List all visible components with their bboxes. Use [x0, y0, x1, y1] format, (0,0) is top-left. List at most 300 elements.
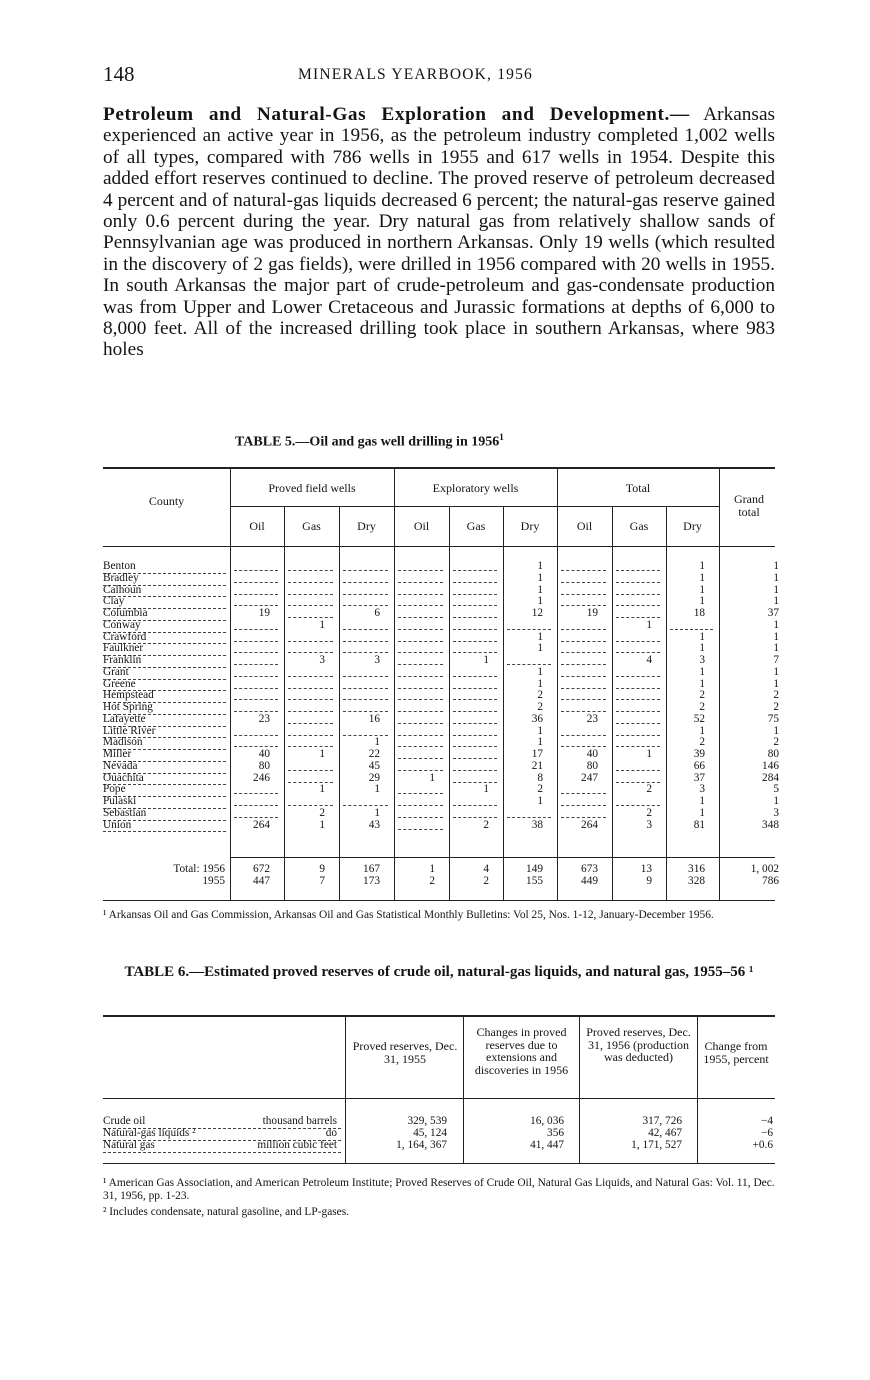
table6-cell: 356	[547, 1127, 564, 1139]
table-row-county: Nevada	[103, 761, 226, 774]
table-cell	[288, 737, 333, 747]
table-cell: 7	[773, 654, 779, 666]
table6-cell: 1, 164, 367	[396, 1139, 447, 1151]
table-cell: 66	[693, 759, 705, 772]
table-cell: 1	[537, 724, 543, 737]
table-cell: 3	[374, 654, 380, 666]
table-cell	[398, 808, 443, 818]
table6-cell: −4	[760, 1115, 773, 1127]
table-cell: 36	[531, 712, 543, 725]
table-cell: 1	[699, 571, 705, 584]
table-cell: 43	[368, 818, 380, 831]
table-cell	[453, 643, 497, 653]
table-cell	[453, 737, 497, 747]
table-cell	[561, 726, 606, 736]
table-cell	[234, 796, 278, 806]
table-cell	[234, 655, 278, 665]
row-commodity: Crude oil	[103, 1115, 146, 1127]
table-cell: 17	[531, 748, 543, 760]
table-cell	[398, 655, 443, 665]
table-cell: 21	[531, 759, 543, 772]
table-cell: 2	[537, 783, 543, 796]
table-row-county: Benton	[103, 561, 226, 574]
table6-cell: 329, 539	[407, 1115, 447, 1127]
table-cell	[288, 573, 333, 583]
table6-row-label	[103, 1140, 341, 1153]
table-cell	[561, 561, 606, 571]
table-cell	[561, 702, 606, 712]
subhead-dry: Dry	[357, 519, 376, 533]
subhead-oil: Oil	[576, 519, 593, 533]
table-cell	[343, 726, 388, 736]
total-cell: 7	[319, 875, 325, 887]
table-cell	[398, 714, 443, 724]
table-cell	[561, 585, 606, 595]
table-row-county: Hempstead	[103, 690, 226, 703]
subhead-gas: Gas	[302, 519, 321, 533]
table-cell: 1	[773, 795, 779, 807]
table-row-county: Conway	[103, 620, 226, 633]
table-cell: 1	[537, 677, 543, 690]
table-cell: 1	[773, 618, 779, 631]
table-row-county: Greene	[103, 679, 226, 692]
table-cell	[234, 702, 278, 712]
table-cell	[561, 620, 606, 630]
table-cell	[561, 737, 606, 747]
total-cell: 2	[483, 875, 489, 887]
table-cell	[343, 632, 388, 642]
table-row-county: Madison	[103, 737, 226, 750]
table-cell: 1	[537, 665, 543, 678]
table-cell: 1	[537, 583, 543, 596]
subhead-dry: Dry	[520, 519, 540, 533]
table-cell	[507, 620, 551, 630]
table-cell	[398, 784, 443, 794]
table-row-county: Miller	[103, 749, 226, 762]
table-cell	[288, 714, 333, 724]
table-cell: 52	[693, 712, 705, 725]
table-cell	[616, 714, 660, 724]
row-unit: thousand barrels	[262, 1115, 337, 1127]
table-cell	[453, 573, 497, 583]
table-cell: 1	[374, 783, 380, 796]
table6-title: TABLE 6.—Estimated proved reserves of crude oil, natural-gas liquids, and natural gas, 1955–56 ¹	[124, 964, 754, 980]
table-cell	[616, 702, 660, 712]
page-number: 148	[103, 62, 135, 86]
table-cell	[616, 596, 660, 606]
table-cell: 23	[586, 712, 598, 725]
table-cell: 2	[773, 701, 779, 713]
table-cell: 1	[773, 630, 779, 643]
col-group-exploratory: Exploratory wells	[432, 481, 519, 495]
table-cell: 1	[319, 618, 325, 631]
table-cell: 1	[699, 583, 705, 596]
col-grand-total: Grand total	[734, 492, 764, 519]
table-cell: 1	[699, 795, 705, 807]
table-cell	[234, 690, 278, 700]
table-cell	[453, 667, 497, 677]
subhead-oil: Oil	[249, 519, 265, 533]
table-cell: 75	[767, 712, 779, 725]
table-cell	[288, 632, 333, 642]
table6-cell: 42, 467	[648, 1127, 682, 1139]
table-cell: 1	[537, 560, 543, 572]
table5-title: TABLE 5.—Oil and gas well drilling in 1956$^1$	[235, 432, 504, 450]
table-cell: 2	[319, 806, 325, 819]
table6-cell: 45, 124	[413, 1127, 447, 1139]
table-cell: 12	[531, 607, 543, 619]
table-cell: 23	[258, 712, 270, 725]
table6-footnote: ² Includes condensate, natural gasoline, and LP-gases.	[103, 1206, 350, 1218]
total-row-label: 1955	[202, 875, 225, 887]
table-cell: 3	[699, 783, 705, 796]
table-cell	[453, 596, 497, 606]
table-cell: 38	[531, 818, 543, 831]
table-row-county: Pulaski	[103, 796, 226, 809]
table-cell	[288, 585, 333, 595]
table-cell: 40	[586, 748, 598, 760]
table-cell	[561, 796, 606, 806]
total-cell: 9	[646, 875, 652, 887]
table-cell	[288, 596, 333, 606]
table-cell: 19	[258, 607, 270, 619]
table-cell: 1	[537, 595, 543, 608]
table-cell: 1	[773, 583, 779, 596]
table-cell: 1	[374, 736, 380, 749]
row-commodity: Natural gas	[103, 1139, 155, 1151]
table-cell	[288, 679, 333, 689]
table-cell	[561, 784, 606, 794]
total-cell: 786	[762, 875, 779, 887]
table-row-county: Ouachita	[103, 773, 226, 786]
table-row-county: Pope	[103, 784, 226, 797]
table-cell	[616, 690, 660, 700]
table-cell	[343, 561, 388, 571]
table-cell: 3	[699, 654, 705, 666]
table-cell: 8	[537, 771, 543, 784]
table-cell: 146	[762, 759, 779, 772]
table-cell	[398, 761, 443, 771]
table-cell: 2	[773, 736, 779, 749]
table-cell: 1	[773, 595, 779, 608]
table-cell	[453, 796, 497, 806]
table-cell	[398, 667, 443, 677]
table-cell	[234, 632, 278, 642]
table-row-county: Franklin	[103, 655, 226, 668]
table-cell	[288, 773, 333, 783]
table-cell	[234, 726, 278, 736]
col-group-proved: Proved field wells	[268, 481, 356, 495]
table-cell: 39	[693, 748, 705, 760]
table-cell: 37	[693, 771, 705, 784]
table-cell	[398, 702, 443, 712]
subhead-dry: Dry	[683, 519, 702, 533]
table-cell	[398, 726, 443, 736]
table-cell: 2	[483, 818, 489, 831]
table-cell: 1	[319, 783, 325, 796]
table-cell	[398, 679, 443, 689]
total-cell: 316	[688, 863, 705, 875]
body-paragraph	[103, 104, 775, 361]
table-cell	[343, 679, 388, 689]
table-row-county: Faulkner	[103, 643, 226, 656]
table-cell	[288, 726, 333, 736]
table-cell	[234, 620, 278, 630]
table-cell	[234, 573, 278, 583]
table-cell	[398, 608, 443, 618]
table-cell	[234, 784, 278, 794]
table-cell	[561, 667, 606, 677]
total-cell: 672	[253, 863, 270, 875]
total-cell: 13	[640, 863, 652, 875]
table-cell	[507, 655, 551, 665]
table-cell	[288, 561, 333, 571]
table-cell	[398, 737, 443, 747]
table-row-county: Crawford	[103, 632, 226, 645]
total-cell: 2	[429, 875, 435, 887]
table-cell: 22	[368, 748, 380, 760]
table-cell: 1	[773, 560, 779, 572]
table-cell: 2	[699, 736, 705, 749]
table-cell	[398, 585, 443, 595]
table-cell: 264	[253, 818, 270, 831]
col-group-total: Total	[625, 481, 651, 495]
table-cell: 1	[699, 595, 705, 608]
table-cell	[561, 573, 606, 583]
table-row-county: Clay	[103, 596, 226, 609]
table-cell	[616, 585, 660, 595]
table-cell: 81	[693, 818, 705, 831]
table-cell: 18	[693, 607, 705, 619]
table-cell: 1	[699, 630, 705, 643]
table-cell	[234, 808, 278, 818]
total-cell: 167	[363, 863, 380, 875]
table-cell: 1	[699, 665, 705, 678]
total-cell: 328	[688, 875, 705, 887]
table-cell	[453, 679, 497, 689]
row-commodity: Natural-gas liquids ²	[103, 1127, 196, 1139]
body-text: Arkansas experienced an active year in 1956, as the petroleum industry completed 1,002 wells of all types, compared with 786 wells in 1955 and 617 wells in 1954. Despite this added effort reserves continued to decline. The proved reserve of petroleum decreased 4 percent and of natural-gas liquids decreased 6 percent; the natural-gas reserve gained only 0.6 percent during the year. Dry natural gas from relatively shallow sands of Pennsylvanian age was produced in northern Arkansas. Only 19 wells (which resulted in the discovery of 2 gas fields), were drilled in 1956 compared with 20 wells in 1955. In south Arkansas the major part of crude-petroleum and gas-condensate production was from Upper and Lower Cretaceous and Jurassic formations at depths of 6,000 to 8,000 feet. All of the increased drilling took place in southern Arkansas, where 983 holes	[103, 104, 775, 361]
table-cell	[616, 737, 660, 747]
total-cell: 1	[429, 863, 435, 875]
table-cell: 3	[646, 818, 652, 831]
table-cell	[398, 632, 443, 642]
table-cell	[616, 632, 660, 642]
total-cell: 9	[319, 863, 325, 875]
table6-cell: 1, 171, 527	[631, 1139, 682, 1151]
table6-cell: −6	[760, 1127, 773, 1139]
table-cell	[561, 596, 606, 606]
table-cell	[561, 643, 606, 653]
table-cell	[453, 620, 497, 630]
table-cell	[234, 679, 278, 689]
table-cell	[616, 608, 660, 618]
table6-cell: +0.6	[752, 1139, 773, 1151]
table-cell	[343, 620, 388, 630]
table-cell	[343, 667, 388, 677]
table-cell: 1	[699, 560, 705, 572]
total-cell: 447	[253, 875, 270, 887]
table-cell	[453, 690, 497, 700]
table-cell	[453, 585, 497, 595]
table-cell: 1	[699, 642, 705, 655]
table-row-county: Union	[103, 820, 226, 833]
table-cell	[398, 820, 443, 830]
table-cell	[616, 726, 660, 736]
table6-col-header: Change from 1955, percent	[703, 1039, 769, 1066]
table-cell	[561, 679, 606, 689]
table-cell: 1	[429, 771, 435, 784]
table-cell	[288, 761, 333, 771]
table-cell: 1	[483, 783, 489, 796]
table-cell: 3	[319, 654, 325, 666]
table-cell: 2	[699, 689, 705, 702]
table-cell	[453, 702, 497, 712]
row-unit: million cubic feet	[257, 1139, 337, 1151]
table-cell: 1	[537, 630, 543, 643]
table-cell: 1	[773, 677, 779, 690]
section-heading: Petroleum and Natural-Gas Exploration and Development.—	[103, 104, 690, 125]
table6-col-header: Proved reserves, Dec. 31, 1955	[352, 1039, 458, 1066]
table-cell	[453, 561, 497, 571]
row-unit: do	[325, 1127, 337, 1139]
table-cell	[398, 620, 443, 630]
table-cell: 29	[368, 771, 380, 784]
table-cell: 246	[253, 771, 270, 784]
table-cell	[288, 702, 333, 712]
table-cell	[453, 761, 497, 771]
table-cell	[453, 632, 497, 642]
table-cell: 1	[319, 748, 325, 760]
table-cell: 80	[258, 759, 270, 772]
table-cell	[453, 714, 497, 724]
table-row-county: Hot Spring	[103, 702, 226, 715]
subhead-oil: Oil	[413, 519, 430, 533]
table-cell: 16	[368, 712, 380, 725]
table-cell	[453, 749, 497, 759]
table-cell	[398, 596, 443, 606]
table-cell: 40	[258, 748, 270, 760]
table-cell	[234, 667, 278, 677]
table-cell: 1	[374, 806, 380, 819]
table-row-county: Little River	[103, 726, 226, 739]
table-cell	[234, 585, 278, 595]
table-cell	[453, 808, 497, 818]
table-cell	[561, 690, 606, 700]
table-cell	[616, 561, 660, 571]
subhead-gas: Gas	[466, 519, 486, 533]
table-cell	[234, 737, 278, 747]
table-cell	[561, 632, 606, 642]
table-cell	[398, 796, 443, 806]
table-cell: 80	[767, 748, 779, 760]
table-cell: 1	[646, 618, 652, 631]
table-cell	[343, 690, 388, 700]
table-cell	[343, 585, 388, 595]
table-cell: 1	[773, 642, 779, 655]
table-row-county: Calhoun	[103, 585, 226, 598]
table-cell: 3	[773, 806, 779, 819]
table5-footnote: ¹ Arkansas Oil and Gas Commission, Arkansas Oil and Gas Statistical Monthly Bulletins: Vol 25, Nos. 1-12, January-December 1956.	[103, 909, 714, 921]
table-cell	[507, 808, 551, 818]
table-cell	[616, 679, 660, 689]
table-row-county: Bradley	[103, 573, 226, 586]
table-cell: 5	[773, 783, 779, 796]
table-cell	[288, 690, 333, 700]
table-cell: 2	[699, 701, 705, 713]
table-cell	[288, 643, 333, 653]
table-cell: 1	[537, 571, 543, 584]
table-cell: 1	[773, 571, 779, 584]
table-cell: 1	[699, 677, 705, 690]
total-cell: 449	[581, 875, 598, 887]
table-cell	[234, 561, 278, 571]
table-cell: 37	[767, 607, 779, 619]
table-cell	[288, 608, 333, 618]
table-cell: 4	[646, 654, 652, 666]
table-cell	[343, 702, 388, 712]
table-cell: 2	[537, 689, 543, 702]
table-cell	[234, 643, 278, 653]
table-cell	[343, 643, 388, 653]
total-cell: 1, 002	[750, 863, 779, 875]
table-cell: 247	[581, 771, 598, 784]
table-cell: 348	[762, 818, 779, 831]
total-cell: 149	[526, 863, 543, 875]
table6-cell: 317, 726	[642, 1115, 682, 1127]
table-row-county: Grant	[103, 667, 226, 680]
table6-cell: 41, 447	[530, 1139, 564, 1151]
table-cell	[616, 761, 660, 771]
table-cell: 1	[537, 795, 543, 807]
total-row-label: Total: 1956	[173, 863, 225, 875]
table-cell	[616, 573, 660, 583]
running-title: MINERALS YEARBOOK, 1956	[298, 66, 533, 83]
table-cell	[453, 726, 497, 736]
table-cell	[561, 655, 606, 665]
subhead-gas: Gas	[629, 519, 649, 533]
table-cell: 1	[773, 724, 779, 737]
table-cell: 2	[646, 783, 652, 796]
table-cell	[398, 573, 443, 583]
table-cell: 1	[699, 806, 705, 819]
table-cell: 19	[586, 607, 598, 619]
table-cell	[288, 796, 333, 806]
table-cell	[398, 690, 443, 700]
table-cell: 1	[483, 654, 489, 666]
table-cell: 2	[646, 806, 652, 819]
table6-col-header: Changes in proved reserves due to extensions and discoveries in 1956	[474, 1025, 569, 1077]
table-cell: 6	[374, 607, 380, 619]
table-cell	[398, 643, 443, 653]
table-cell	[343, 796, 388, 806]
table-row-county: Columbia	[103, 608, 226, 621]
table-cell	[398, 749, 443, 759]
table-cell: 284	[762, 771, 779, 784]
table-cell	[343, 596, 388, 606]
total-cell: 155	[526, 875, 543, 887]
table-cell	[670, 620, 713, 630]
table-cell	[288, 667, 333, 677]
total-cell: 673	[581, 863, 598, 875]
table-cell	[398, 561, 443, 571]
table-cell: 2	[773, 689, 779, 702]
table-cell: 1	[537, 736, 543, 749]
table-row-county: Lafayette	[103, 714, 226, 727]
table-cell: 1	[773, 665, 779, 678]
table-cell	[343, 573, 388, 583]
table-cell: 1	[537, 642, 543, 655]
